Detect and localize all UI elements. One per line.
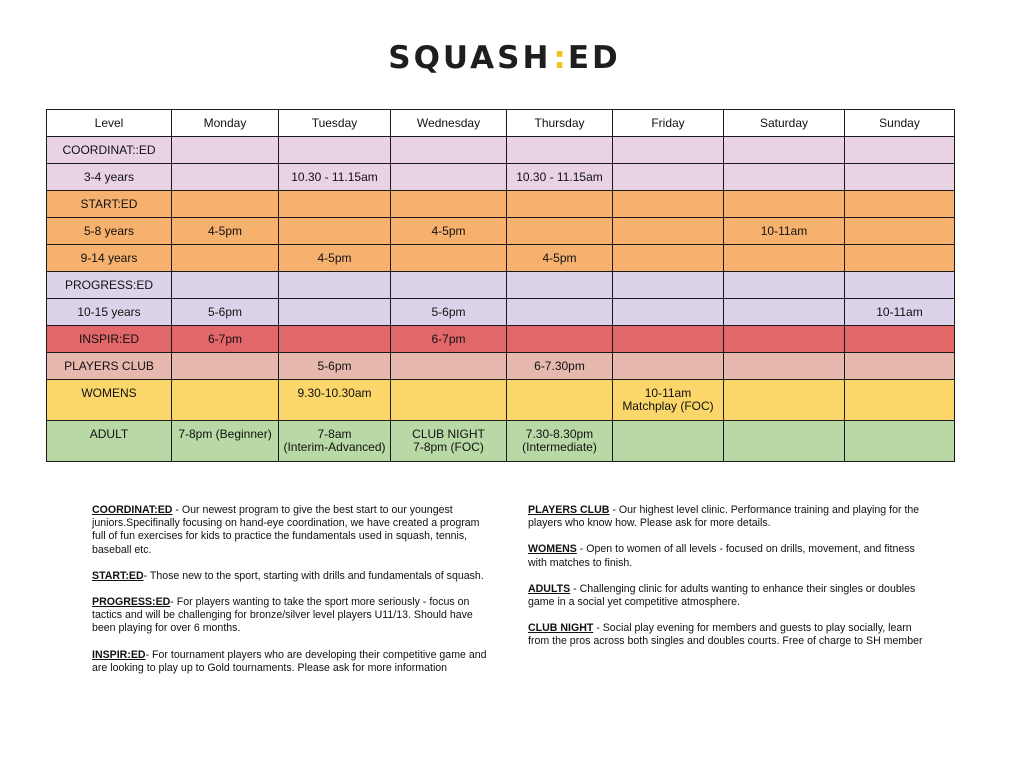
header-thursday: Thursday bbox=[507, 110, 613, 137]
header-friday: Friday bbox=[613, 110, 724, 137]
time-cell bbox=[613, 421, 724, 462]
time-cell bbox=[724, 137, 845, 164]
schedule-row bbox=[47, 137, 955, 164]
schedule-row bbox=[47, 191, 955, 218]
note-term: PLAYERS CLUB bbox=[528, 504, 610, 516]
note-text: - Challenging clinic for adults wanting to enhance their singles or doubles game in a social yet competitive atmosphere. bbox=[528, 582, 916, 609]
note-term: ADULTS bbox=[528, 582, 571, 595]
level-cell: 9-14 years bbox=[47, 245, 172, 272]
time-cell bbox=[724, 272, 845, 299]
time-cell bbox=[845, 164, 955, 191]
time-cell: 7-8pm (Beginner) bbox=[172, 421, 279, 462]
logo-text-ed: ED bbox=[567, 40, 621, 76]
logo-text-squash: SQUASH bbox=[388, 40, 552, 76]
time-cell bbox=[845, 245, 955, 272]
time-cell bbox=[845, 380, 955, 421]
time-cell bbox=[845, 421, 955, 462]
time-cell: 10-11am Matchplay (FOC) bbox=[613, 380, 724, 421]
time-cell bbox=[613, 245, 724, 272]
time-cell bbox=[172, 272, 279, 299]
time-cell bbox=[724, 191, 845, 218]
time-cell: 6-7pm bbox=[172, 326, 279, 353]
time-cell bbox=[391, 380, 507, 421]
level-cell: COORDINAT::ED bbox=[47, 137, 172, 164]
header-monday: Monday bbox=[172, 110, 279, 137]
level-cell: 3-4 years bbox=[47, 164, 172, 191]
time-cell: 6-7pm bbox=[391, 326, 507, 353]
time-cell: 10.30 - 11.15am bbox=[507, 164, 613, 191]
note-term: PROGRESS:ED bbox=[92, 596, 171, 609]
note-paragraph bbox=[528, 622, 928, 648]
time-cell: 4-5pm bbox=[279, 245, 391, 272]
schedule-row bbox=[47, 164, 955, 191]
note-text: - Social play evening for members and guests to play socially, learn from the pros across both singles and doubles courts. Free of charge to SH member bbox=[528, 622, 923, 648]
level-cell: WOMENS bbox=[47, 380, 172, 421]
notes-right-column bbox=[528, 504, 928, 662]
time-cell bbox=[279, 326, 391, 353]
header-sunday: Sunday bbox=[845, 110, 955, 137]
header-tuesday: Tuesday bbox=[279, 110, 391, 137]
header-saturday: Saturday bbox=[724, 110, 845, 137]
time-cell bbox=[172, 164, 279, 191]
level-cell: 10-15 years bbox=[47, 299, 172, 326]
time-cell bbox=[845, 191, 955, 218]
note-paragraph bbox=[92, 596, 492, 636]
level-cell: PLAYERS CLUB bbox=[47, 353, 172, 380]
note-term: WOMENS bbox=[528, 543, 577, 556]
time-cell bbox=[391, 164, 507, 191]
notes-left-column bbox=[92, 504, 492, 688]
time-cell: 10-11am bbox=[845, 299, 955, 326]
note-paragraph bbox=[528, 504, 928, 530]
time-cell: 5-6pm bbox=[172, 299, 279, 326]
time-cell bbox=[613, 353, 724, 380]
note-text: - Our highest level clinic. Performance training and playing for the players who know how. Please ask for more details. bbox=[528, 504, 920, 530]
time-cell: 7.30-8.30pm (Intermediate) bbox=[507, 421, 613, 462]
time-cell bbox=[845, 272, 955, 299]
time-cell bbox=[613, 191, 724, 218]
time-cell bbox=[279, 218, 391, 245]
note-term: INSPIR:ED bbox=[92, 648, 146, 661]
time-cell bbox=[172, 137, 279, 164]
time-cell bbox=[172, 245, 279, 272]
note-text: - Our newest program to give the best start to our youngest juniors.Specifinally focusing on hand-eye coordination, we have created a program full of fun exercises for kids to practice the fundamentals used in squash, tennis, baseball etc. bbox=[92, 504, 480, 556]
time-cell bbox=[613, 218, 724, 245]
time-cell bbox=[279, 272, 391, 299]
time-cell bbox=[172, 353, 279, 380]
time-cell bbox=[845, 137, 955, 164]
time-cell: 10.30 - 11.15am bbox=[279, 164, 391, 191]
time-cell bbox=[391, 272, 507, 299]
time-cell bbox=[613, 137, 724, 164]
logo bbox=[0, 40, 1009, 76]
note-paragraph bbox=[528, 583, 928, 609]
time-cell bbox=[613, 272, 724, 299]
time-cell bbox=[507, 272, 613, 299]
time-cell bbox=[507, 191, 613, 218]
time-cell: 5-6pm bbox=[279, 353, 391, 380]
time-cell bbox=[391, 245, 507, 272]
header-row bbox=[47, 110, 955, 137]
time-cell bbox=[724, 245, 845, 272]
schedule-table bbox=[46, 109, 955, 462]
time-cell: 4-5pm bbox=[507, 245, 613, 272]
time-cell bbox=[507, 380, 613, 421]
time-cell bbox=[391, 353, 507, 380]
note-term: START:ED bbox=[92, 569, 144, 582]
time-cell bbox=[724, 380, 845, 421]
schedule-row bbox=[47, 353, 955, 380]
time-cell bbox=[279, 299, 391, 326]
time-cell bbox=[279, 191, 391, 218]
schedule-row bbox=[47, 272, 955, 299]
level-cell: INSPIR:ED bbox=[47, 326, 172, 353]
time-cell bbox=[507, 299, 613, 326]
time-cell: CLUB NIGHT 7-8pm (FOC) bbox=[391, 421, 507, 462]
schedule-row bbox=[47, 245, 955, 272]
note-paragraph bbox=[528, 543, 928, 569]
time-cell bbox=[845, 326, 955, 353]
schedule-row bbox=[47, 380, 955, 421]
time-cell bbox=[724, 326, 845, 353]
time-cell bbox=[724, 421, 845, 462]
header-wednesday: Wednesday bbox=[391, 110, 507, 137]
level-cell: ADULT bbox=[47, 421, 172, 462]
header-level: Level bbox=[47, 110, 172, 137]
note-paragraph bbox=[92, 570, 492, 583]
time-cell: 7-8am (Interim-Advanced) bbox=[279, 421, 391, 462]
level-cell: START:ED bbox=[47, 191, 172, 218]
time-cell: 4-5pm bbox=[172, 218, 279, 245]
level-cell: 5-8 years bbox=[47, 218, 172, 245]
time-cell: 10-11am bbox=[724, 218, 845, 245]
time-cell bbox=[172, 380, 279, 421]
note-text: - Open to women of all levels - focused on drills, movement, and fitness with matches to finish. bbox=[528, 543, 915, 569]
level-cell: PROGRESS:ED bbox=[47, 272, 172, 299]
time-cell bbox=[845, 353, 955, 380]
time-cell: 6-7.30pm bbox=[507, 353, 613, 380]
note-term: CLUB NIGHT bbox=[528, 622, 594, 635]
schedule-row bbox=[47, 326, 955, 353]
time-cell bbox=[507, 326, 613, 353]
time-cell bbox=[279, 137, 391, 164]
time-cell: 4-5pm bbox=[391, 218, 507, 245]
schedule-row bbox=[47, 299, 955, 326]
time-cell bbox=[724, 164, 845, 191]
time-cell bbox=[507, 137, 613, 164]
note-paragraph bbox=[92, 504, 492, 557]
time-cell: 5-6pm bbox=[391, 299, 507, 326]
time-cell bbox=[613, 164, 724, 191]
note-text: - Those new to the sport, starting with drills and fundamentals of squash. bbox=[143, 569, 484, 582]
note-paragraph bbox=[92, 649, 492, 675]
schedule-row bbox=[47, 218, 955, 245]
logo-dots: : bbox=[553, 40, 566, 76]
time-cell bbox=[724, 299, 845, 326]
note-text: - For tournament players who are developing their competitive game and are looking to play up to Gold tournaments. Please ask for more information bbox=[92, 648, 487, 674]
time-cell bbox=[845, 218, 955, 245]
note-term: COORDINAT:ED bbox=[92, 504, 173, 516]
schedule-row bbox=[47, 421, 955, 462]
time-cell bbox=[613, 326, 724, 353]
time-cell bbox=[172, 191, 279, 218]
time-cell bbox=[391, 191, 507, 218]
time-cell bbox=[507, 218, 613, 245]
time-cell bbox=[724, 353, 845, 380]
time-cell: 9.30-10.30am bbox=[279, 380, 391, 421]
time-cell bbox=[613, 299, 724, 326]
note-text: - For players wanting to take the sport more seriously - focus on tactics and will be challenging for bronze/silver level players U11/13. Should have been playing for over 6 months. bbox=[92, 596, 473, 635]
time-cell bbox=[391, 137, 507, 164]
